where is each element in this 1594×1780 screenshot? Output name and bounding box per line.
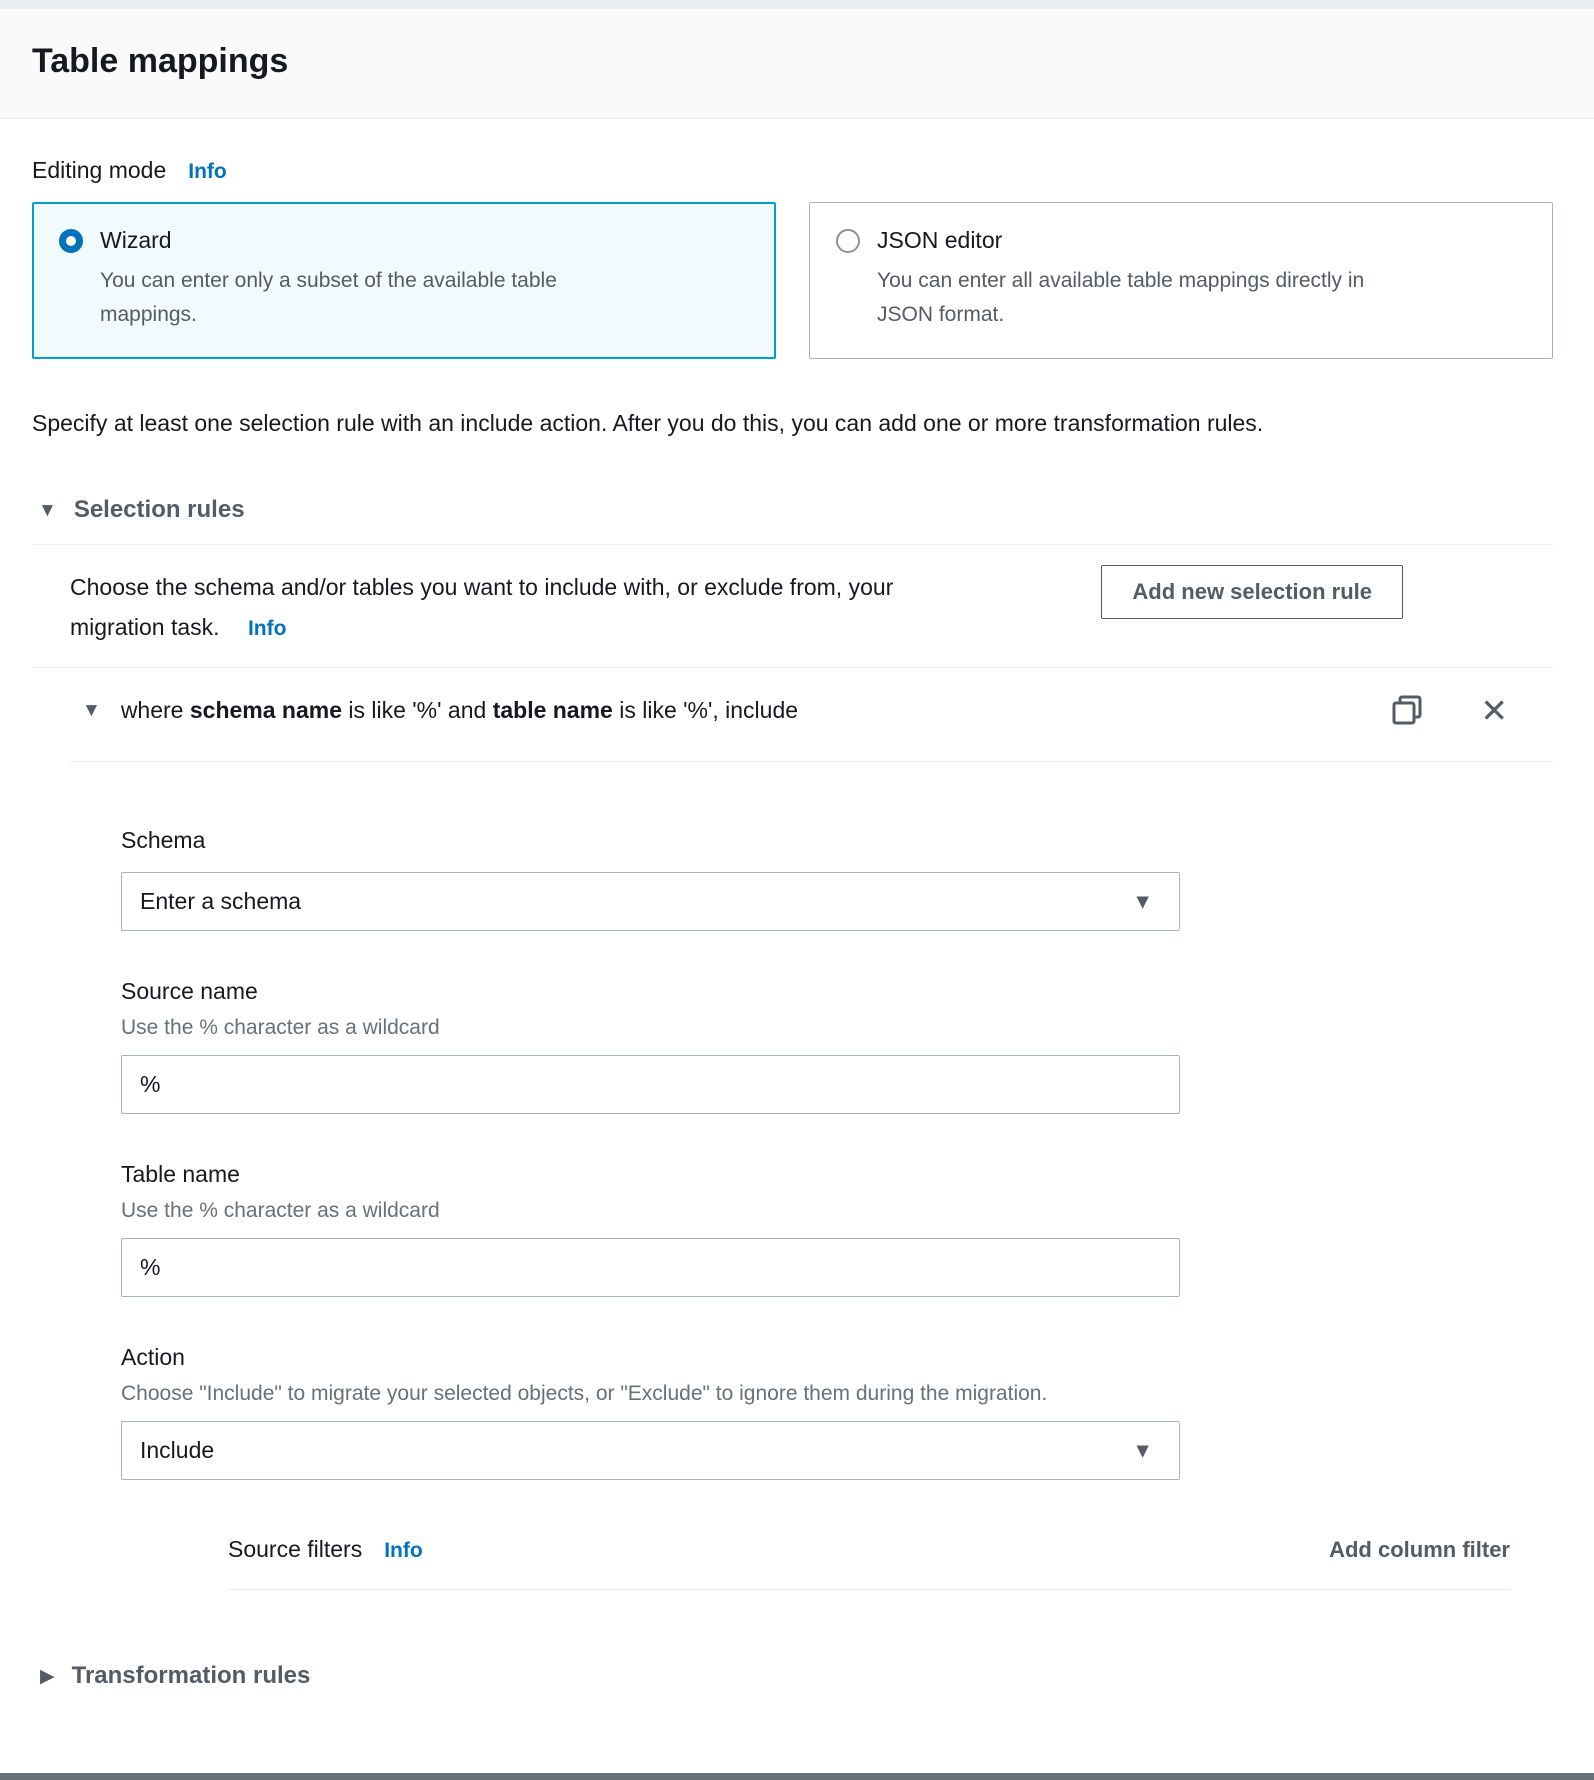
- action-field: [121, 1343, 1180, 1480]
- divider: [228, 1589, 1510, 1590]
- action-label: Action: [121, 1344, 185, 1370]
- panel-header: [0, 9, 1594, 119]
- source-name-input[interactable]: [121, 1055, 1180, 1114]
- action-select[interactable]: Include ▼: [121, 1421, 1180, 1480]
- table-name-field: [121, 1160, 1180, 1297]
- caret-down-icon: ▼: [38, 499, 57, 521]
- json-editor-option-card[interactable]: [809, 202, 1553, 359]
- rule-summary: where schema name is like '%' and table name is like '%', include: [120, 697, 799, 723]
- add-selection-rule-button[interactable]: Add new selection rule: [1101, 565, 1403, 619]
- schema-field: [121, 826, 1180, 931]
- selection-rule-expander[interactable]: [82, 668, 1553, 753]
- copy-icon: [1391, 694, 1424, 727]
- transformation-rules-title: Transformation rules: [71, 1662, 311, 1689]
- selection-rules-description-row: [32, 567, 1553, 647]
- top-strip: [0, 0, 1594, 9]
- copy-rule-button[interactable]: [1391, 694, 1424, 727]
- close-icon: ✕: [1480, 692, 1508, 729]
- source-filters-label: Source filters: [228, 1536, 363, 1562]
- selection-rule-form: [121, 826, 1180, 1480]
- source-filters-row: [228, 1536, 1510, 1563]
- bottom-bar: [0, 1773, 1594, 1780]
- source-name-field: [121, 977, 1180, 1114]
- wizard-option-title: Wizard: [100, 227, 172, 253]
- table-name-label: Table name: [121, 1161, 240, 1187]
- schema-label: Schema: [121, 827, 206, 853]
- chevron-down-icon: ▼: [1132, 890, 1153, 913]
- transformation-rules-expander[interactable]: [40, 1662, 1553, 1690]
- add-column-filter-button[interactable]: Add column filter: [1329, 1537, 1510, 1562]
- json-editor-option-title: JSON editor: [877, 227, 1003, 253]
- table-name-hint: Use the % character as a wildcard: [121, 1199, 440, 1222]
- divider: [32, 544, 1553, 545]
- table-name-input[interactable]: [121, 1238, 1180, 1297]
- wizard-radio[interactable]: [59, 229, 83, 253]
- editing-mode-row: [32, 157, 1553, 184]
- source-name-hint: Use the % character as a wildcard: [121, 1016, 440, 1039]
- caret-down-icon: ▼: [82, 700, 101, 721]
- remove-rule-button[interactable]: [1480, 694, 1508, 727]
- source-name-label: Source name: [121, 978, 258, 1004]
- json-editor-option-description: You can enter all available table mappings directly in JSON format.: [877, 269, 1365, 326]
- selection-rules-info-link[interactable]: Info: [247, 617, 287, 640]
- caret-right-icon: ▶: [40, 1665, 55, 1687]
- table-mappings-panel: [0, 119, 1594, 1690]
- json-editor-radio[interactable]: [836, 229, 860, 253]
- wizard-option-card[interactable]: [32, 202, 776, 359]
- schema-select[interactable]: Enter a schema ▼: [121, 872, 1180, 931]
- page-title: Table mappings: [32, 42, 289, 80]
- chevron-down-icon: ▼: [1132, 1439, 1153, 1462]
- selection-rules-expander[interactable]: [38, 496, 1553, 524]
- selection-rules-description: Choose the schema and/or tables you want to include with, or exclude from, your migration task.: [70, 574, 894, 640]
- divider: [70, 761, 1553, 762]
- intro-text: Specify at least one selection rule with an include action. After you do this, you can add one or more transformation rules.: [32, 410, 1264, 436]
- selection-rules-title: Selection rules: [73, 496, 245, 523]
- action-hint: Choose "Include" to migrate your selected objects, or "Exclude" to ignore them during the migration.: [121, 1382, 1048, 1405]
- editing-mode-info-link[interactable]: Info: [188, 160, 227, 183]
- editing-mode-label: Editing mode: [32, 157, 167, 183]
- wizard-option-description: You can enter only a subset of the available table mappings.: [100, 269, 557, 326]
- editing-mode-tiles: [32, 202, 1553, 359]
- source-filters-info-link[interactable]: Info: [384, 1539, 423, 1562]
